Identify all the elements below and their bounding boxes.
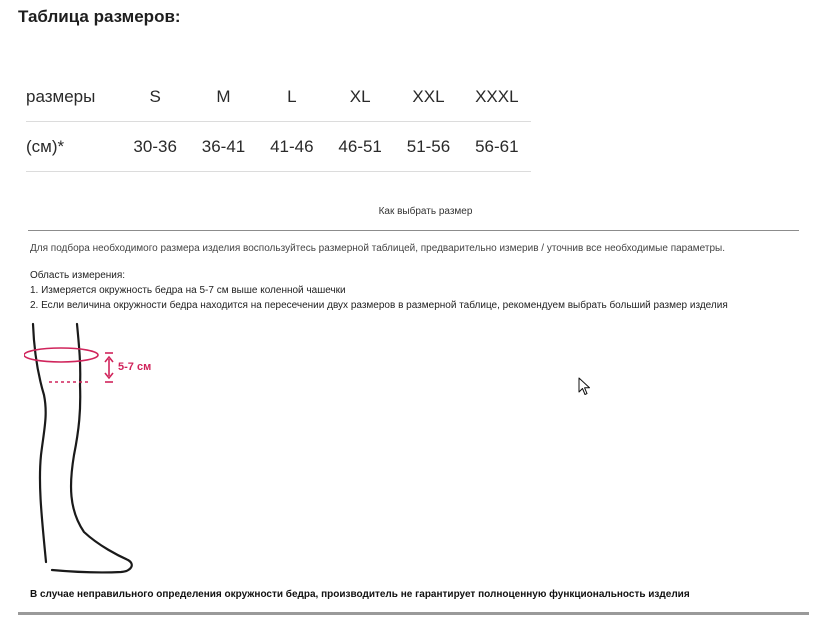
page-title: Таблица размеров: <box>18 7 181 26</box>
size-header-xxl: XXL <box>394 72 462 122</box>
bottom-divider <box>18 612 809 615</box>
measurement-step-2: 2. Если величина окружности бедра находится на пересечении двух размеров в размерной таблице, рекомендуем выбрать больший размер изделия <box>30 300 728 311</box>
size-header-l: L <box>258 72 326 122</box>
size-header-xxxl: XXXL <box>463 72 531 122</box>
measurement-instructions <box>30 268 728 313</box>
how-to-choose-title: Как выбрать размер <box>378 206 473 217</box>
warning-text: В случае неправильного определения окружности бедра, производитель не гарантирует полноценную функциональность изделия <box>30 589 690 600</box>
size-header-xl: XL <box>326 72 394 122</box>
intro-text: Для подбора необходимого размера изделия воспользуйтесь размерной таблицей, предварительно измерив / уточнив все необходимые параметры. <box>30 243 726 254</box>
size-table-header-row <box>26 72 531 122</box>
measurement-heading: Область измерения: <box>30 270 126 281</box>
size-value-m: 36-41 <box>189 122 257 172</box>
divider <box>28 230 799 231</box>
size-header-s: S <box>121 72 189 122</box>
size-unit-label: (см)* <box>26 122 121 172</box>
leg-illustration <box>24 320 144 580</box>
size-value-xl: 46-51 <box>326 122 394 172</box>
size-header-label: размеры <box>26 72 121 122</box>
size-table-values-row <box>26 122 531 172</box>
size-value-l: 41-46 <box>258 122 326 172</box>
mouse-pointer-icon <box>578 377 592 397</box>
size-value-xxxl: 56-61 <box>463 122 531 172</box>
measure-label: 5-7 см <box>118 361 152 373</box>
size-value-s: 30-36 <box>121 122 189 172</box>
size-value-xxl: 51-56 <box>394 122 462 172</box>
measurement-step-1: 1. Измеряется окружность бедра на 5-7 см выше коленной чашечки <box>30 285 346 296</box>
size-header-m: M <box>189 72 257 122</box>
size-table <box>26 72 531 172</box>
